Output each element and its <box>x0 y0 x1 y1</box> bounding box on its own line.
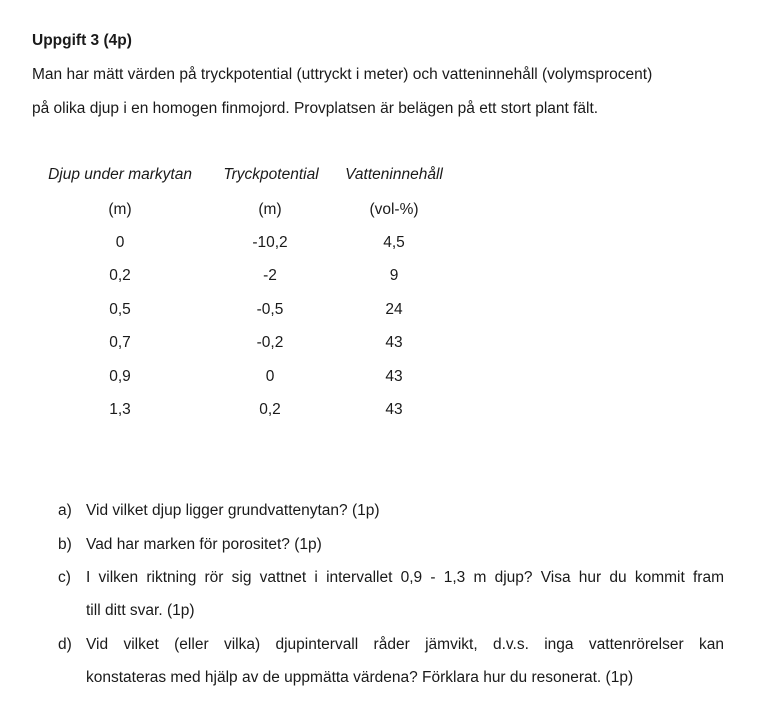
cell-depth: 0,9 <box>109 368 131 385</box>
question-c-text-line-2: till ditt svar. (1p) <box>86 602 195 619</box>
cell-pressure: -2 <box>263 267 277 284</box>
cell-depth: 0 <box>115 234 125 251</box>
cell-depth: 0,7 <box>109 334 131 351</box>
header-pressure: Tryckpotential <box>223 166 319 183</box>
question-b-text: Vad har marken för porositet? (1p) <box>86 536 322 553</box>
cell-pressure: 0 <box>265 368 275 385</box>
cell-pressure: 0,2 <box>259 401 281 418</box>
intro-line-2: på olika djup i en homogen finmojord. Provplatsen är belägen på ett stort plant fält. <box>32 100 599 117</box>
question-c-text-line-1: I vilken riktning rör sig vattnet i intervallet 0,9 - 1,3 m djup? Visa hur du kommit fram <box>86 569 724 586</box>
cell-water: 9 <box>389 267 399 284</box>
unit-water: (vol-%) <box>369 201 419 218</box>
question-d-text-line-1: Vid vilket (eller vilka) djupintervall råder jämvikt, d.v.s. inga vattenrörelser kan <box>86 636 724 653</box>
header-water: Vatteninnehåll <box>345 166 443 183</box>
question-c-letter: c) <box>58 569 71 586</box>
intro-line-1: Man har mätt värden på tryckpotential (uttryckt i meter) och vatteninnehåll (volymsprocent) <box>32 66 653 83</box>
cell-water: 43 <box>385 334 403 351</box>
cell-pressure: -10,2 <box>252 234 288 251</box>
question-a-text: Vid vilket djup ligger grundvattenytan? (1p) <box>86 502 380 519</box>
task-title: Uppgift 3 (4p) <box>32 32 132 49</box>
cell-pressure: -0,2 <box>256 334 284 351</box>
question-a-letter: a) <box>58 502 72 519</box>
cell-water: 43 <box>385 401 403 418</box>
cell-depth: 0,2 <box>109 267 131 284</box>
question-d-letter: d) <box>58 636 72 653</box>
unit-pressure: (m) <box>258 201 282 218</box>
cell-water: 43 <box>385 368 403 385</box>
cell-depth: 1,3 <box>109 401 131 418</box>
unit-depth: (m) <box>108 201 132 218</box>
cell-pressure: -0,5 <box>256 301 284 318</box>
question-d-text-line-2: konstateras med hjälp av de uppmätta värdena? Förklara hur du resonerat. (1p) <box>86 669 634 686</box>
cell-water: 4,5 <box>383 234 405 251</box>
header-depth: Djup under markytan <box>48 166 192 183</box>
question-b-letter: b) <box>58 536 72 553</box>
cell-depth: 0,5 <box>109 301 131 318</box>
cell-water: 24 <box>385 301 403 318</box>
